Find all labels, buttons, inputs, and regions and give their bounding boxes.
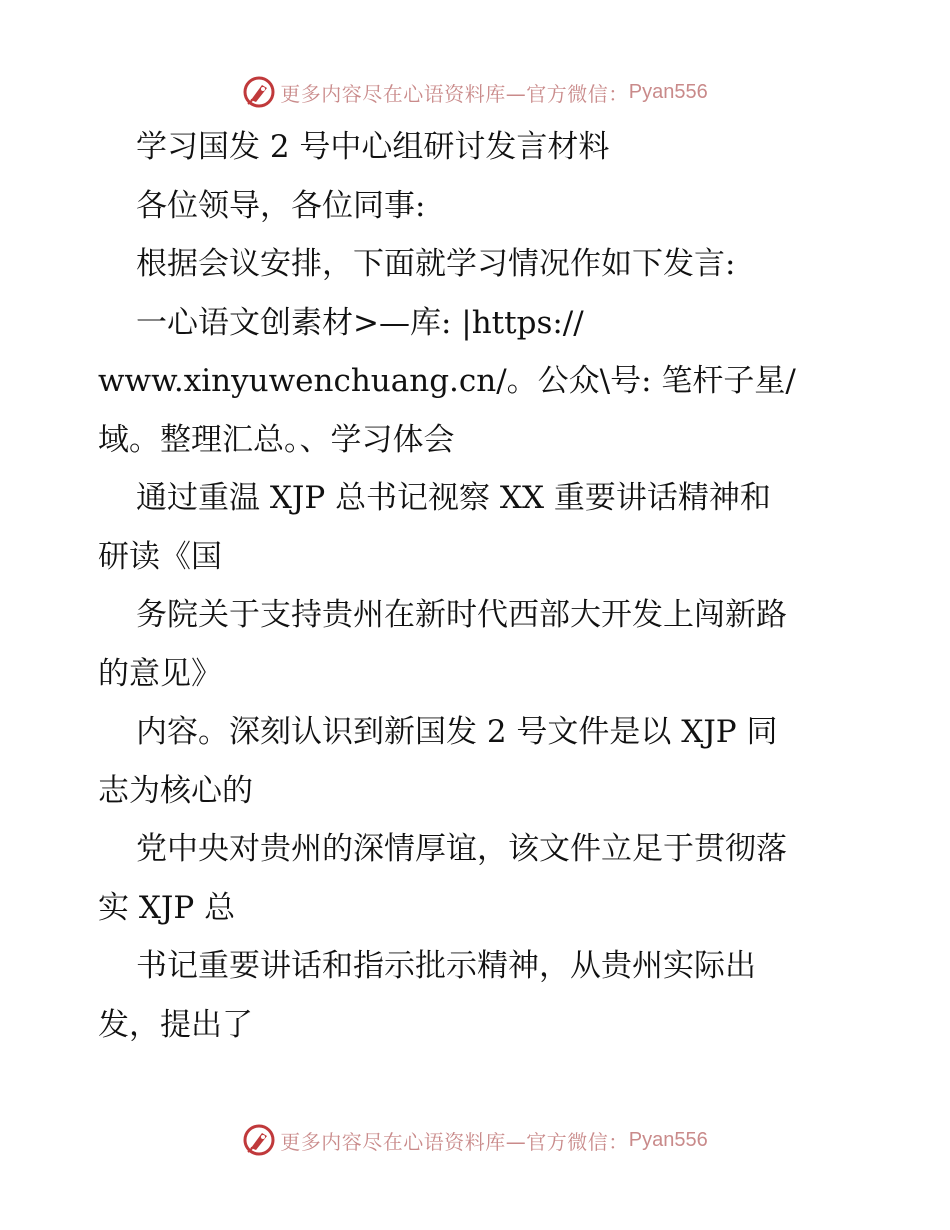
footer-banner (0, 1120, 950, 1160)
banner-text: 更多内容尽在心语资料库—官方微信： (280, 1129, 629, 1154)
pen-nib-logo-icon (242, 75, 276, 109)
document-title: 学习国发 2 号中心组研讨发言材料 (136, 129, 610, 165)
text-line: 一心语文创素材>—库: |https:// (136, 304, 584, 341)
text-line: www.xinyuwenchuang.cn/。公众\号: 笔杆子星/ (98, 363, 796, 399)
document-body (98, 118, 858, 1054)
text-line: 根据会议安排，下面就学习情况作如下发言: (136, 246, 736, 282)
pen-nib-logo-icon (242, 1123, 276, 1157)
text-line: 内容。深刻认识到新国发 2 号文件是以 XJP 同 (136, 714, 778, 750)
text-line: 研读《国 (98, 538, 222, 575)
text-line: 务院关于支持贵州在新时代西部大开发上闯新路 (136, 597, 787, 633)
banner-account: Pyan556 (628, 80, 708, 103)
text-line: 的意见》 (98, 655, 222, 692)
text-line: 发，提出了 (98, 1006, 253, 1043)
text-line: 党中央对贵州的深情厚谊，该文件立足于贯彻落 (136, 831, 787, 867)
header-banner (0, 72, 950, 112)
text-line: 通过重温 XJP 总书记视察 XX 重要讲话精神和 (136, 480, 771, 516)
text-line: 域。整理汇总。、学习体会 (98, 421, 455, 458)
banner-account: Pyan556 (628, 1128, 708, 1151)
text-line: 书记重要讲话和指示批示精神，从贵州实际出 (136, 948, 756, 984)
text-line: 志为核心的 (98, 772, 253, 809)
text-line: 实 XJP 总 (98, 889, 236, 926)
salutation-line: 各位领导，各位同事: (136, 187, 426, 224)
banner-text: 更多内容尽在心语资料库—官方微信： (280, 81, 629, 106)
